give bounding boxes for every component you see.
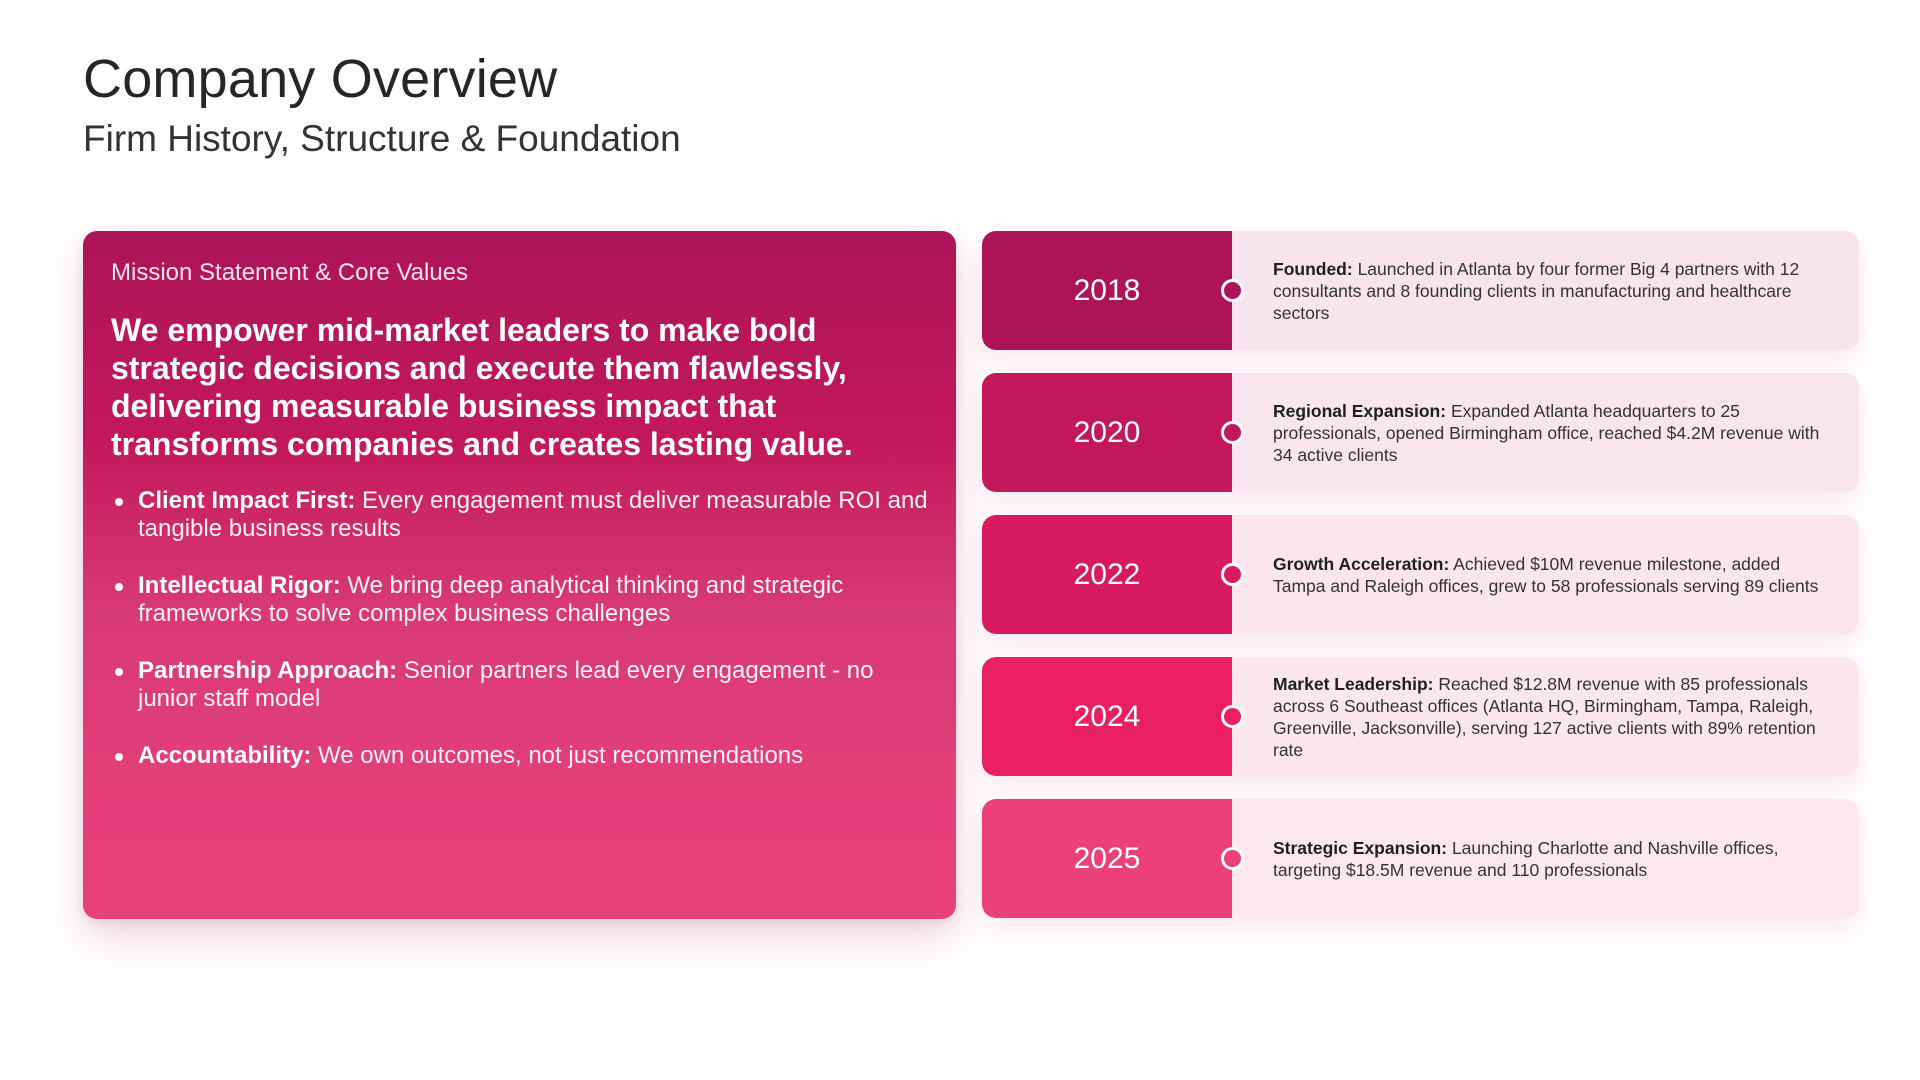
- timeline-text-block: [1273, 258, 1823, 324]
- timeline-row-2024: [982, 657, 1859, 776]
- timeline-text-block: [1273, 553, 1823, 597]
- timeline-dot-icon: [1221, 279, 1244, 302]
- timeline-body: [1232, 515, 1859, 634]
- timeline-dot-icon: [1221, 421, 1244, 444]
- timeline-event-text: Reached $12.8M revenue with 85 professionals across 6 Southeast offices (Atlanta HQ, Birmingham, Tampa, Raleigh, Greenville, Jacksonville), serving 127 active clients with 89% retention rate: [1273, 673, 1816, 760]
- timeline-year: 2024: [982, 657, 1232, 776]
- core-value-description: We bring deep analytical thinking and strategic frameworks to solve complex business challenges: [138, 572, 844, 627]
- timeline-event-text: Expanded Atlanta headquarters to 25 professionals, opened Birmingham office, reached $4.2M revenue with 34 active clients: [1273, 400, 1820, 465]
- bullet-icon: [115, 753, 123, 761]
- timeline-dot-icon: [1221, 563, 1244, 586]
- core-value-description: Every engagement must deliver measurable ROI and tangible business results: [138, 487, 928, 542]
- timeline-text-block: [1273, 673, 1823, 761]
- timeline-event-text: Achieved $10M revenue milestone, added Tampa and Raleigh offices, grew to 58 professionals serving 89 clients: [1273, 553, 1819, 596]
- timeline-body: [1232, 799, 1859, 918]
- timeline-row-2025: [982, 799, 1859, 918]
- timeline-event-text: Launching Charlotte and Nashville offices, targeting $18.5M revenue and 110 professionals: [1273, 837, 1779, 880]
- timeline-event-title: Regional Expansion:: [1273, 400, 1447, 421]
- bullet-icon: [115, 498, 123, 506]
- core-value-description: We own outcomes, not just recommendations: [311, 742, 804, 769]
- timeline-year: 2020: [982, 373, 1232, 492]
- core-value-item: [111, 742, 928, 770]
- page-subtitle: Firm History, Structure & Foundation: [83, 118, 681, 159]
- core-value-item: [111, 657, 928, 713]
- core-value-title: Intellectual Rigor:: [138, 572, 341, 599]
- timeline-body: [1232, 373, 1859, 492]
- history-timeline: [982, 231, 1859, 941]
- bullet-icon: [115, 583, 123, 591]
- timeline-event-title: Founded:: [1273, 258, 1353, 279]
- timeline-dot-icon: [1221, 705, 1244, 728]
- timeline-event-title: Strategic Expansion:: [1273, 837, 1448, 858]
- timeline-text-block: [1273, 400, 1823, 466]
- core-value-title: Client Impact First:: [138, 487, 356, 514]
- timeline-body: [1232, 657, 1859, 776]
- timeline-year: 2022: [982, 515, 1232, 634]
- page-title: Company Overview: [83, 49, 558, 109]
- core-value-title: Accountability:: [138, 742, 312, 769]
- timeline-text-block: [1273, 837, 1823, 881]
- timeline-row-2022: [982, 515, 1859, 634]
- timeline-row-2018: [982, 231, 1859, 350]
- timeline-event-title: Growth Acceleration:: [1273, 553, 1450, 574]
- timeline-event-text: Launched in Atlanta by four former Big 4 partners with 12 consultants and 8 founding clients in manufacturing and healthcare sectors: [1273, 258, 1800, 323]
- timeline-row-2020: [982, 373, 1859, 492]
- mission-statement: We empower mid-market leaders to make bold strategic decisions and execute them flawlessly, delivering measurable business impact that transforms companies and creates lasting value.: [111, 312, 853, 462]
- timeline-dot-icon: [1221, 847, 1244, 870]
- core-value-description: Senior partners lead every engagement - no junior staff model: [138, 657, 874, 712]
- timeline-year: 2025: [982, 799, 1232, 918]
- core-values-list: [111, 487, 928, 770]
- mission-card: [83, 231, 956, 919]
- bullet-icon: [115, 668, 123, 676]
- timeline-year: 2018: [982, 231, 1232, 350]
- core-value-title: Partnership Approach:: [138, 657, 398, 684]
- timeline-body: [1232, 231, 1859, 350]
- timeline-event-title: Market Leadership:: [1273, 673, 1434, 694]
- core-value-item: [111, 487, 928, 543]
- core-value-item: [111, 572, 928, 628]
- mission-label: Mission Statement & Core Values: [111, 259, 469, 286]
